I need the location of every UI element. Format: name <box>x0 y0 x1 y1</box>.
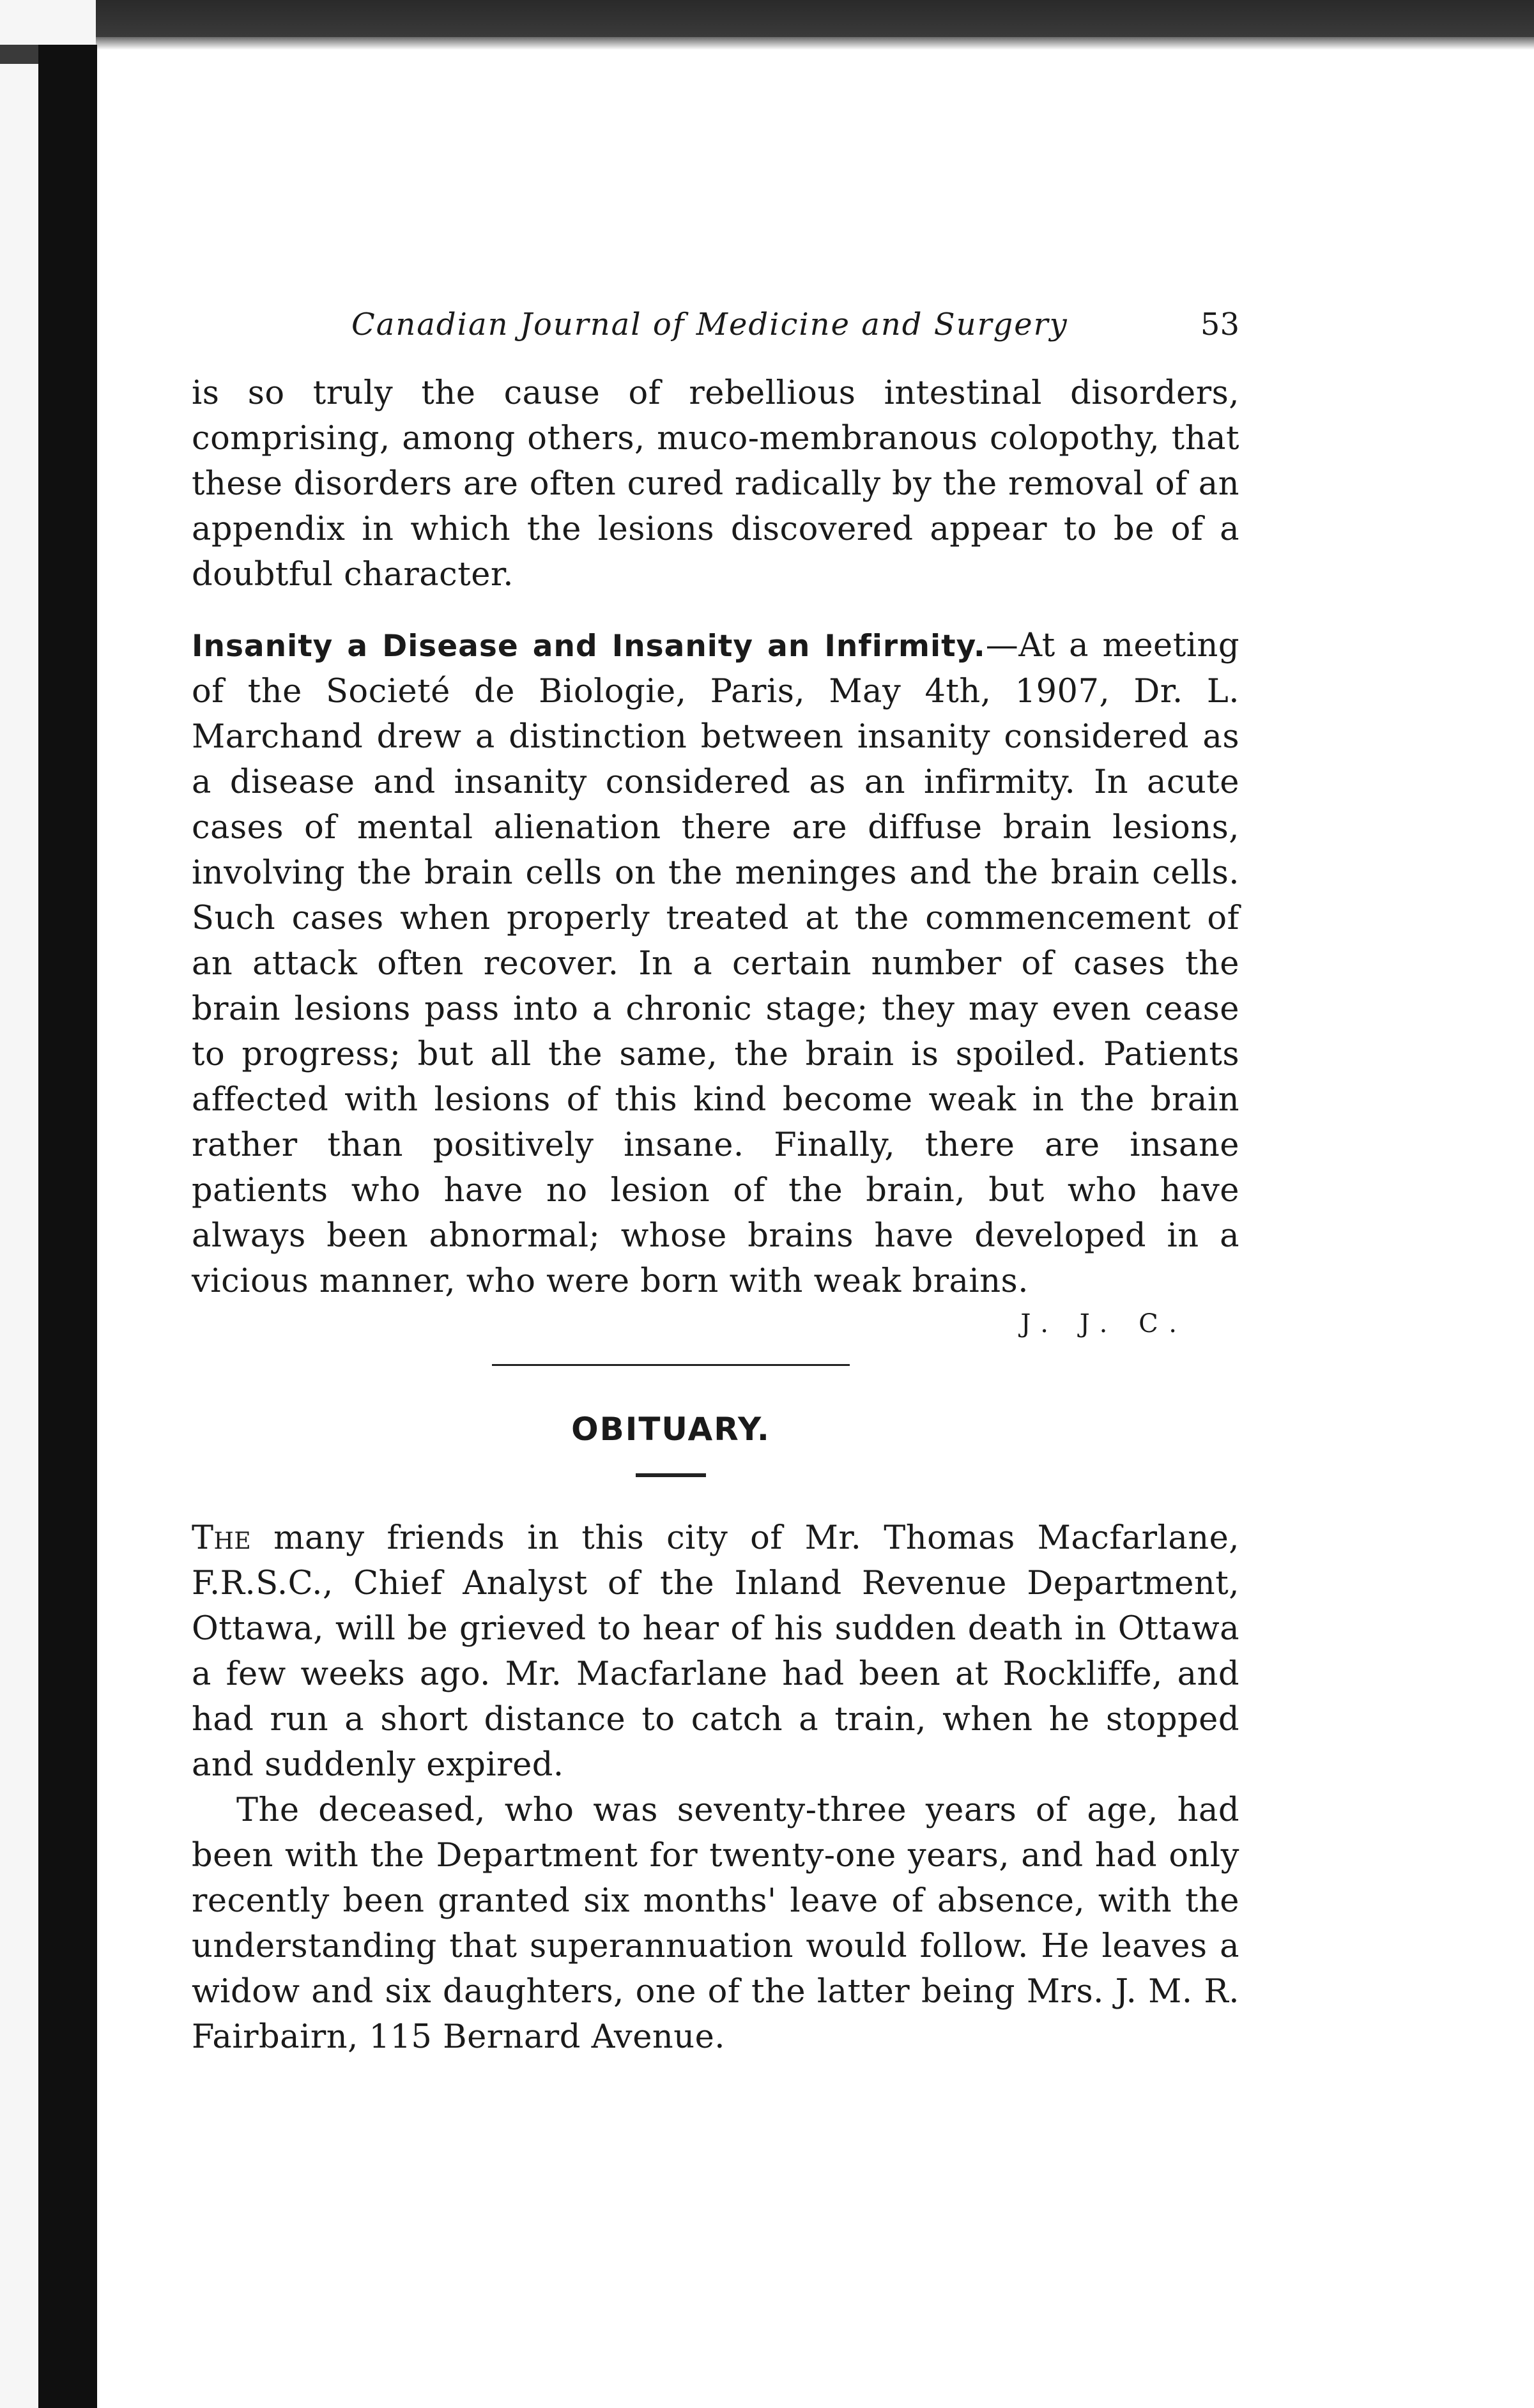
section-divider <box>492 1364 850 1366</box>
obituary-paragraph-1-text: many friends in this city of Mr. Thomas Macfarlane, F.R.S.C., Chief Analyst of the Inland Revenue Department, Ottawa, will be grieved to hear of his sudden death in Ottawa a few weeks ago. Mr. Macfarlane had been at Rockliffe, and had run a short distance to catch a train, when he stopped and suddenly expired. <box>192 1519 1239 1784</box>
scan-top-edge <box>0 0 1534 37</box>
obituary-lead-word: The <box>192 1519 252 1557</box>
journal-page <box>192 307 1239 2060</box>
obituary-title: OBITUARY. <box>571 1411 771 1448</box>
obituary-paragraph-2: The deceased, who was seventy-three years of age, had been with the Department for twenty-one years, and had only recently been granted six months' leave of absence, with the understanding that superannuation would follow. He leaves a widow and six daughters, one of the latter being Mrs. J. M. R. Fairbairn, 115 Bernard Avenue. <box>192 1791 1239 2056</box>
continued-paragraph: is so truly the cause of rebellious intestinal disorders, comprising, among others, muco-membranous colopothy, that these disorders are often cured radically by the removal of an appendix in which the lesions discovered appear to be of a doubtful character. <box>192 374 1239 594</box>
journal-title: Canadian Journal of Medicine and Surgery <box>351 307 1068 342</box>
insanity-article <box>192 623 1239 1304</box>
author-signature: J. J. C. <box>1020 1309 1188 1338</box>
scan-top-shadow <box>0 37 1534 50</box>
page-number: 53 <box>1200 307 1239 342</box>
article-body: —At a meeting of the Societé de Biologie, Paris, May 4th, 1907, Dr. L. Marchand drew a distinction between insanity considered as a disease and insanity considered as an infirmity. In acute cases of mental alienation there are diffuse brain lesions, involving the brain cells on the meninges and the brain cells. Such cases when properly treated at the commencement of an attack often recover. In a certain number of cases the brain lesions pass into a chronic stage; they may even cease to progress; but all the same, the brain is spoiled. Patients affected with lesions of this kind become weak in the brain rather than positively insane. Finally, there are insane patients who have no lesion of the brain, but who have always been abnormal; whose brains have developed in a vicious manner, who were born with weak brains. <box>192 627 1239 1300</box>
title-underline <box>636 1473 706 1477</box>
article-heading: Insanity a Disease and Insanity an Infirmity. <box>192 629 986 664</box>
scan-corner-mark <box>0 45 38 64</box>
scan-binding-edge <box>38 45 97 2408</box>
obituary-paragraph-1 <box>192 1515 1239 1788</box>
running-head <box>192 307 1239 358</box>
